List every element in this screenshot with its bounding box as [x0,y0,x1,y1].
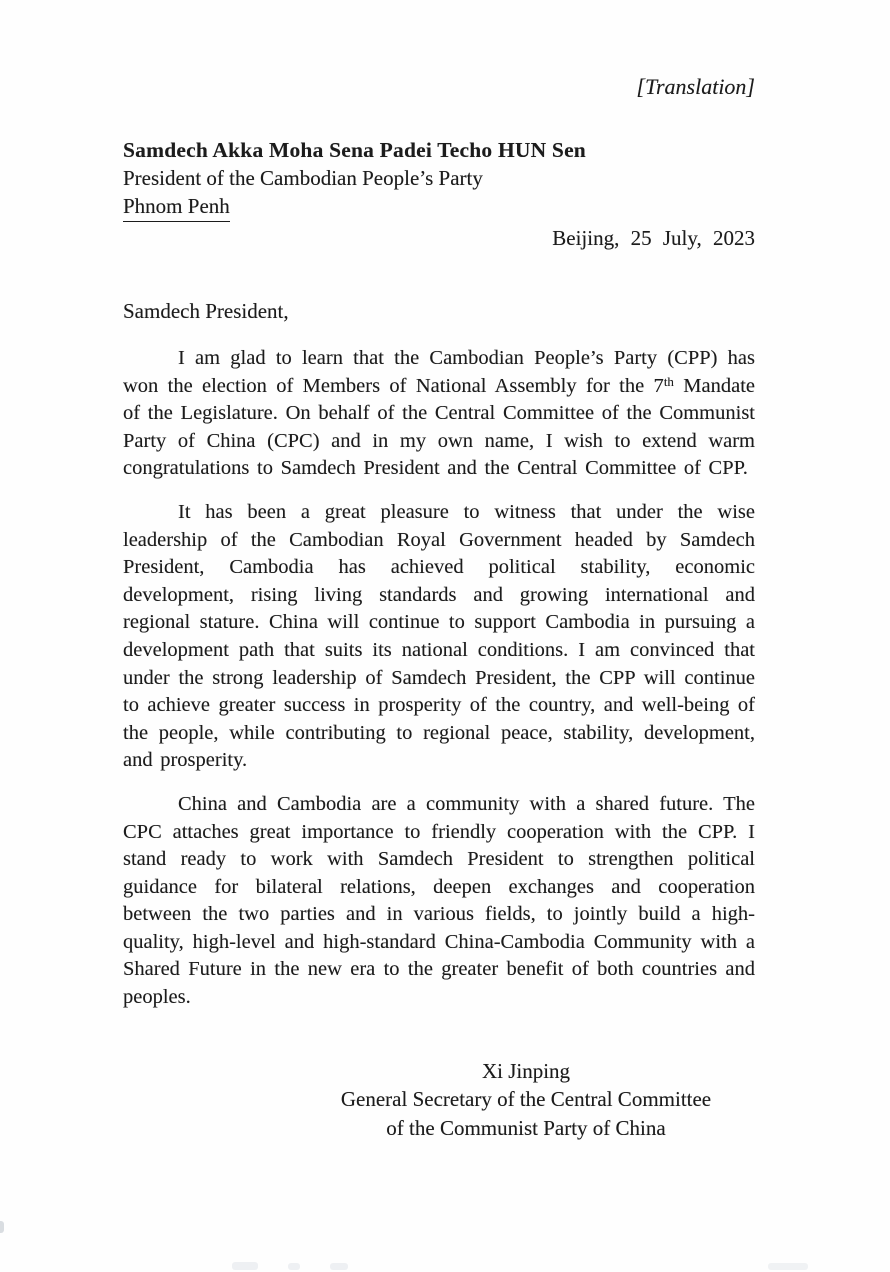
scan-artifact [232,1262,258,1270]
scan-artifact [330,1263,348,1270]
signature-block [296,1057,756,1143]
signature-title-line1: General Secretary of the Central Committee [340,1087,712,1112]
para1-text-post: Mandate of the Legislature. On behalf of the Central Committee of the Communist Party of China (CPC) and in my own name, I wish to extend warm congratulations to Samdech President and the Central Committee of CPP. [123,374,755,480]
recipient-name: Samdech Akka Moha Sena Padei Techo HUN Sen [123,138,586,162]
scan-artifact [768,1263,808,1270]
body-paragraph-2: It has been a great pleasure to witness that under the wise leadership of the Cambodian Royal Government headed by Samdech President, Cambodia has achieved political stability, economic development, rising living standards and growing international and regional stature. China will continue to support Cambodia in pursuing a development path that suits its national conditions. I am convinced that under the strong leadership of Samdech President, the CPP will continue to achieve greater success in prosperity of the country, and well-being of the people, while contributing to regional peace, stability, development, and prosperity. [123,500,755,772]
salutation: Samdech President, [123,299,289,323]
scan-artifact [0,1221,4,1233]
recipient-city [123,192,755,222]
translation-tag: [Translation] [636,74,755,99]
signature-title-line2: of the Communist Party of China [386,1115,666,1140]
body-paragraph-1 [123,345,755,483]
dateline: Beijing, 25 July, 2023 [552,226,755,250]
para1-text-pre: I am glad to learn that the Cambodian People’s Party (CPP) has won the election of Members of National Assembly for the 7 [123,347,755,397]
recipient-city-underlined-text: Phnom Penh [123,192,230,222]
recipient-block [123,136,755,222]
body-paragraph-3: China and Cambodia are a community with a shared future. The CPC attaches great importance to friendly cooperation with the CPP. I stand ready to work with Samdech President to strengthen political guidance for bilateral relations, deepen exchanges and cooperation between the two parties and in various fields, to jointly build a high-quality, high-level and high-standard China-Cambodia Community with a Shared Future in the new era to the greater benefit of both countries and peoples. [123,792,755,1009]
recipient-title: President of the Cambodian People’s Party [123,166,483,190]
signature-name: Xi Jinping [481,1058,571,1083]
scan-artifact [288,1263,300,1270]
ordinal-superscript: th [663,373,674,389]
